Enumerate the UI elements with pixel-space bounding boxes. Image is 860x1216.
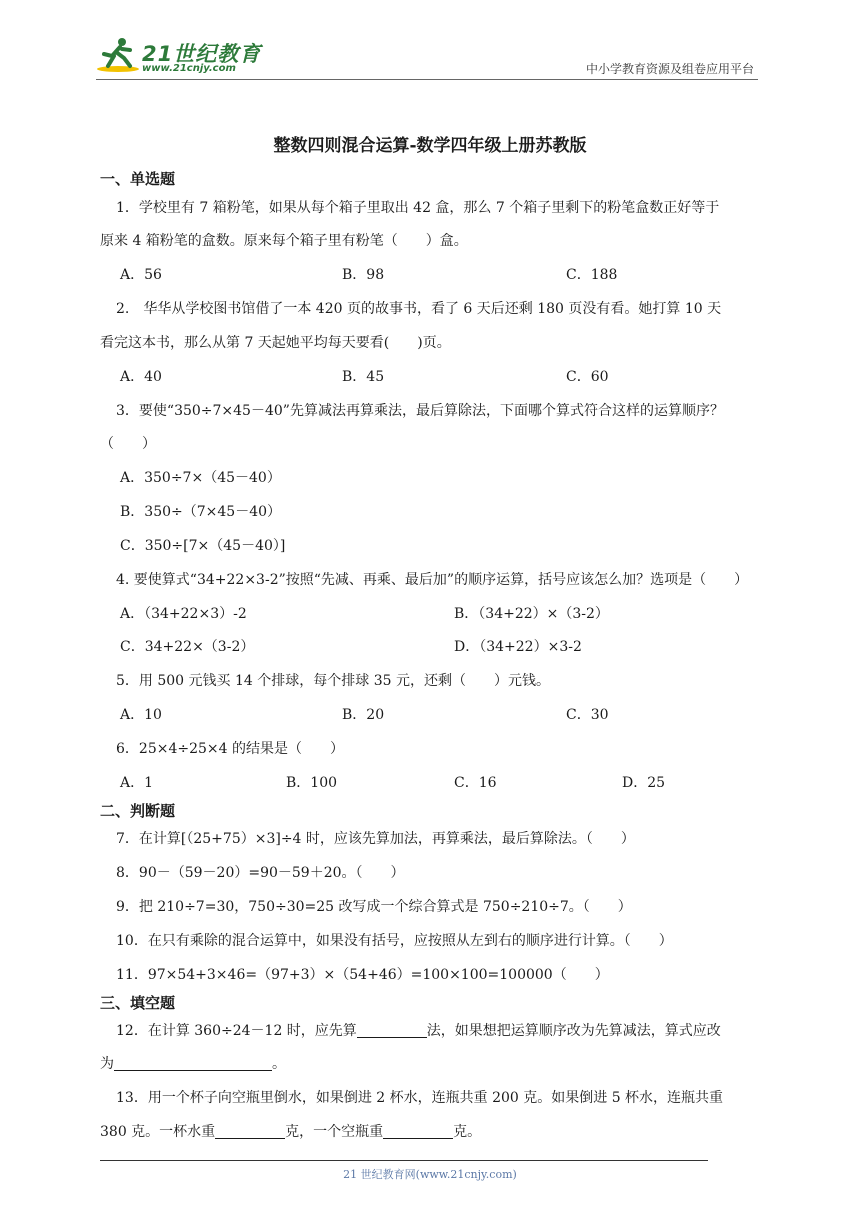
q13-text-3: 克。 xyxy=(453,1124,482,1140)
q12-text-1: 12．在计算 360÷24－12 时，应先算 xyxy=(116,1023,357,1039)
document-title: 整数四则混合运算-数学四年级上册苏教版 xyxy=(273,136,587,156)
logo-url: www.21cnjy.com xyxy=(142,63,236,74)
question-1-line-2: 原来 4 箱粉笔的盒数。原来每个箱子里有粉笔（ ）盒。 xyxy=(100,233,468,249)
q5-option-b: B．20 xyxy=(342,707,385,723)
question-4-line-1: 4. 要使算式“34+22×3-2”按照“先减、再乘、最后加”的顺序运算，括号应该怎么加？选项是（ ） xyxy=(116,572,749,588)
q2-option-b: B．45 xyxy=(342,369,385,385)
q4-option-a: A．（34+22×3）-2 xyxy=(120,606,247,622)
q4-option-c: C．34+22×（3-2） xyxy=(120,639,255,655)
q6-option-b: B．100 xyxy=(286,775,338,791)
question-13-line-1: 13．用一个杯子向空瓶里倒水，如果倒进 2 杯水，连瓶共重 200 克。如果倒进 5 杯水，连瓶共重 xyxy=(116,1090,724,1106)
q5-option-a: A．10 xyxy=(120,707,162,723)
q13-blank-2[interactable] xyxy=(383,1124,453,1139)
q13-blank-1[interactable] xyxy=(215,1124,285,1139)
platform-name: 中小学教育资源及组卷应用平台 xyxy=(585,62,754,76)
q6-option-d: D．25 xyxy=(622,775,666,791)
q1-option-a: A．56 xyxy=(120,267,162,283)
question-3-line-2: （ ） xyxy=(100,436,156,452)
footer-divider xyxy=(100,1160,708,1161)
running-figure-icon xyxy=(96,36,140,74)
q4-option-b: B．（34+22）×（3-2） xyxy=(454,606,609,622)
header-divider xyxy=(96,79,758,80)
question-12-line-2 xyxy=(100,1053,286,1073)
q6-option-a: A．1 xyxy=(120,775,154,791)
q12-blank-1[interactable] xyxy=(357,1023,427,1038)
question-7: 7．在计算[（25+75）×3]÷4 时，应该先算加法，再算乘法，最后算除法。（ ） xyxy=(116,831,635,847)
question-5-line-1: 5．用 500 元钱买 14 个排球，每个排球 35 元，还剩（ ）元钱。 xyxy=(116,673,550,689)
q12-text-2: 法，如果想把运算顺序改为先算减法，算式应改 xyxy=(426,1023,721,1039)
question-10: 10．在只有乘除的混合运算中，如果没有括号，应按照从左到右的顺序进行计算。（ ） xyxy=(116,933,673,949)
question-6-line-1: 6．25×4÷25×4 的结果是（ ） xyxy=(116,741,344,757)
question-11: 11．97×54+3×46=（97+3）×（54+46）=100×100=100000（ ） xyxy=(116,967,609,983)
question-2-line-1: 2. 华华从学校图书馆借了一本 420 页的故事书，看了 6 天后还剩 180 页没有看。她打算 10 天 xyxy=(116,301,722,317)
question-9: 9．把 210÷7=30，750÷30=25 改写成一个综合算式是 750÷210÷7。（ ） xyxy=(116,899,632,915)
q4-option-d: D．（34+22）×3-2 xyxy=(454,639,582,655)
page-header xyxy=(96,32,756,80)
q12-text-3: 为 xyxy=(100,1056,114,1072)
q2-option-c: C．60 xyxy=(566,369,609,385)
q12-blank-2[interactable] xyxy=(114,1056,272,1071)
q13-text-1: 380 克。一杯水重 xyxy=(100,1124,216,1140)
question-2-line-2: 看完这本书，那么从第 7 天起她平均每天要看( )页。 xyxy=(100,335,451,351)
q6-option-c: C．16 xyxy=(454,775,497,791)
logo-text: 21世纪教育 xyxy=(142,42,262,66)
q5-option-c: C．30 xyxy=(566,707,609,723)
q2-option-a: A．40 xyxy=(120,369,162,385)
q13-text-2: 克，一个空瓶重 xyxy=(285,1124,384,1140)
q1-option-b: B．98 xyxy=(342,267,385,283)
q3-option-c: C．350÷[7×（45－40）] xyxy=(120,538,286,554)
q1-option-c: C．188 xyxy=(566,267,618,283)
question-3-line-1: 3．要使“350÷7×45－40”先算减法再算乘法，最后算除法，下面哪个算式符合这样的运算顺序？ xyxy=(116,403,724,419)
logo xyxy=(96,32,266,78)
question-13-line-2 xyxy=(100,1121,481,1141)
question-12-line-1 xyxy=(116,1020,721,1040)
question-8: 8．90－（59－20）=90－59＋20。（ ） xyxy=(116,865,405,881)
q12-text-4: 。 xyxy=(272,1056,286,1072)
q3-option-a: A．350÷7×（45－40） xyxy=(120,470,281,486)
page-footer: 21 世纪教育网(www.21cnjy.com) xyxy=(343,1168,517,1181)
question-1-line-1: 1．学校里有 7 箱粉笔，如果从每个箱子里取出 42 盒，那么 7 个箱子里剩下的粉笔盒数正好等于 xyxy=(116,200,720,216)
section-heading-fill-blank: 三、填空题 xyxy=(100,994,176,1012)
q3-option-b: B．350÷（7×45－40） xyxy=(120,504,282,520)
section-heading-single-choice: 一、单选题 xyxy=(100,170,176,188)
section-heading-true-false: 二、判断题 xyxy=(100,802,176,820)
